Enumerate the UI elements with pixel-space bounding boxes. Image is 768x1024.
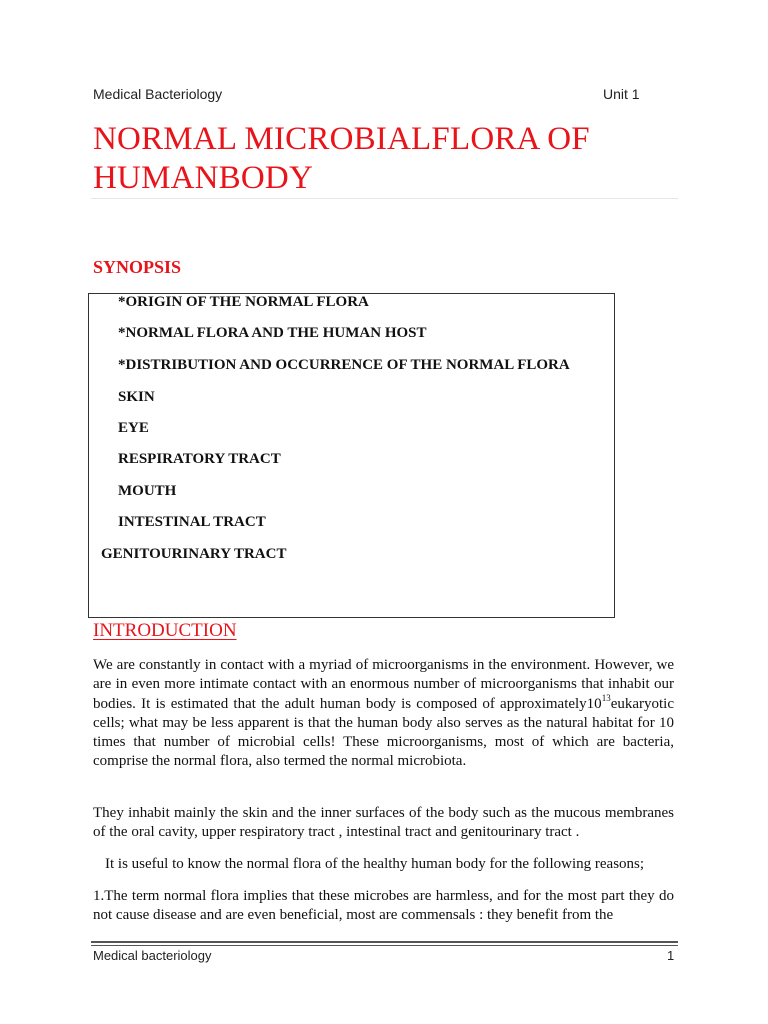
synopsis-item-mouth: MOUTH xyxy=(118,483,177,499)
intro-paragraph-1-text-b: eukaryotic cells; what may be less apparent is that the human body also serves as the natural habitat for 10 times that number of microbial cells! These microorganisms, most of which are bacteria, comprise the normal flora, also termed the normal microbiota. xyxy=(93,695,674,770)
synopsis-item-origin: *ORIGIN OF THE NORMAL FLORA xyxy=(118,294,369,310)
footer-divider-thin xyxy=(91,945,678,946)
page-title-line-2: HUMANBODY xyxy=(93,160,313,196)
intro-paragraph-2: They inhabit mainly the skin and the inner surfaces of the body such as the mucous membranes of the oral cavity, upper respiratory tract , intestinal tract and genitourinary tract . xyxy=(93,805,674,841)
running-footer-title: Medical bacteriology xyxy=(93,948,212,963)
synopsis-item-intestinal: INTESTINAL TRACT xyxy=(118,514,266,530)
synopsis-heading: SYNOPSIS xyxy=(93,257,182,277)
page-title-line-1: NORMAL MICROBIALFLORA OF xyxy=(93,121,590,157)
footer-divider-thick xyxy=(91,941,678,943)
title-divider xyxy=(91,198,678,199)
intro-paragraph-1-text-a: We are constantly in contact with a myriad of microorganisms in the environment. However, we are in even more intimate contact with an enormous number of microorganisms that inhabit our bodies. It is estimated that the adult human body is composed of approximately10 xyxy=(93,657,674,712)
intro-paragraph-3: It is useful to know the normal flora of the healthy human body for the following reasons; xyxy=(105,856,645,872)
exponent-superscript: 13 xyxy=(601,692,611,703)
synopsis-item-respiratory: RESPIRATORY TRACT xyxy=(118,451,281,467)
synopsis-item-skin: SKIN xyxy=(118,389,155,405)
running-header-title: Medical Bacteriology xyxy=(93,86,223,102)
intro-paragraph-1 xyxy=(93,656,674,772)
synopsis-item-genitourinary: GENITOURINARY TRACT xyxy=(101,546,287,562)
intro-paragraph-4: 1.The term normal flora implies that these microbes are harmless, and for the most part they do not cause disease and are even beneficial, most are commensals : they benefit from the xyxy=(93,888,674,924)
synopsis-item-distribution: *DISTRIBUTION AND OCCURRENCE OF THE NORMAL FLORA xyxy=(118,357,570,373)
synopsis-item-eye: EYE xyxy=(118,420,149,436)
page-number: 1 xyxy=(667,948,675,963)
page-title xyxy=(93,120,683,198)
introduction-heading: INTRODUCTION xyxy=(93,620,237,641)
running-header-unit: Unit 1 xyxy=(603,86,640,102)
synopsis-item-host: *NORMAL FLORA AND THE HUMAN HOST xyxy=(118,325,427,341)
